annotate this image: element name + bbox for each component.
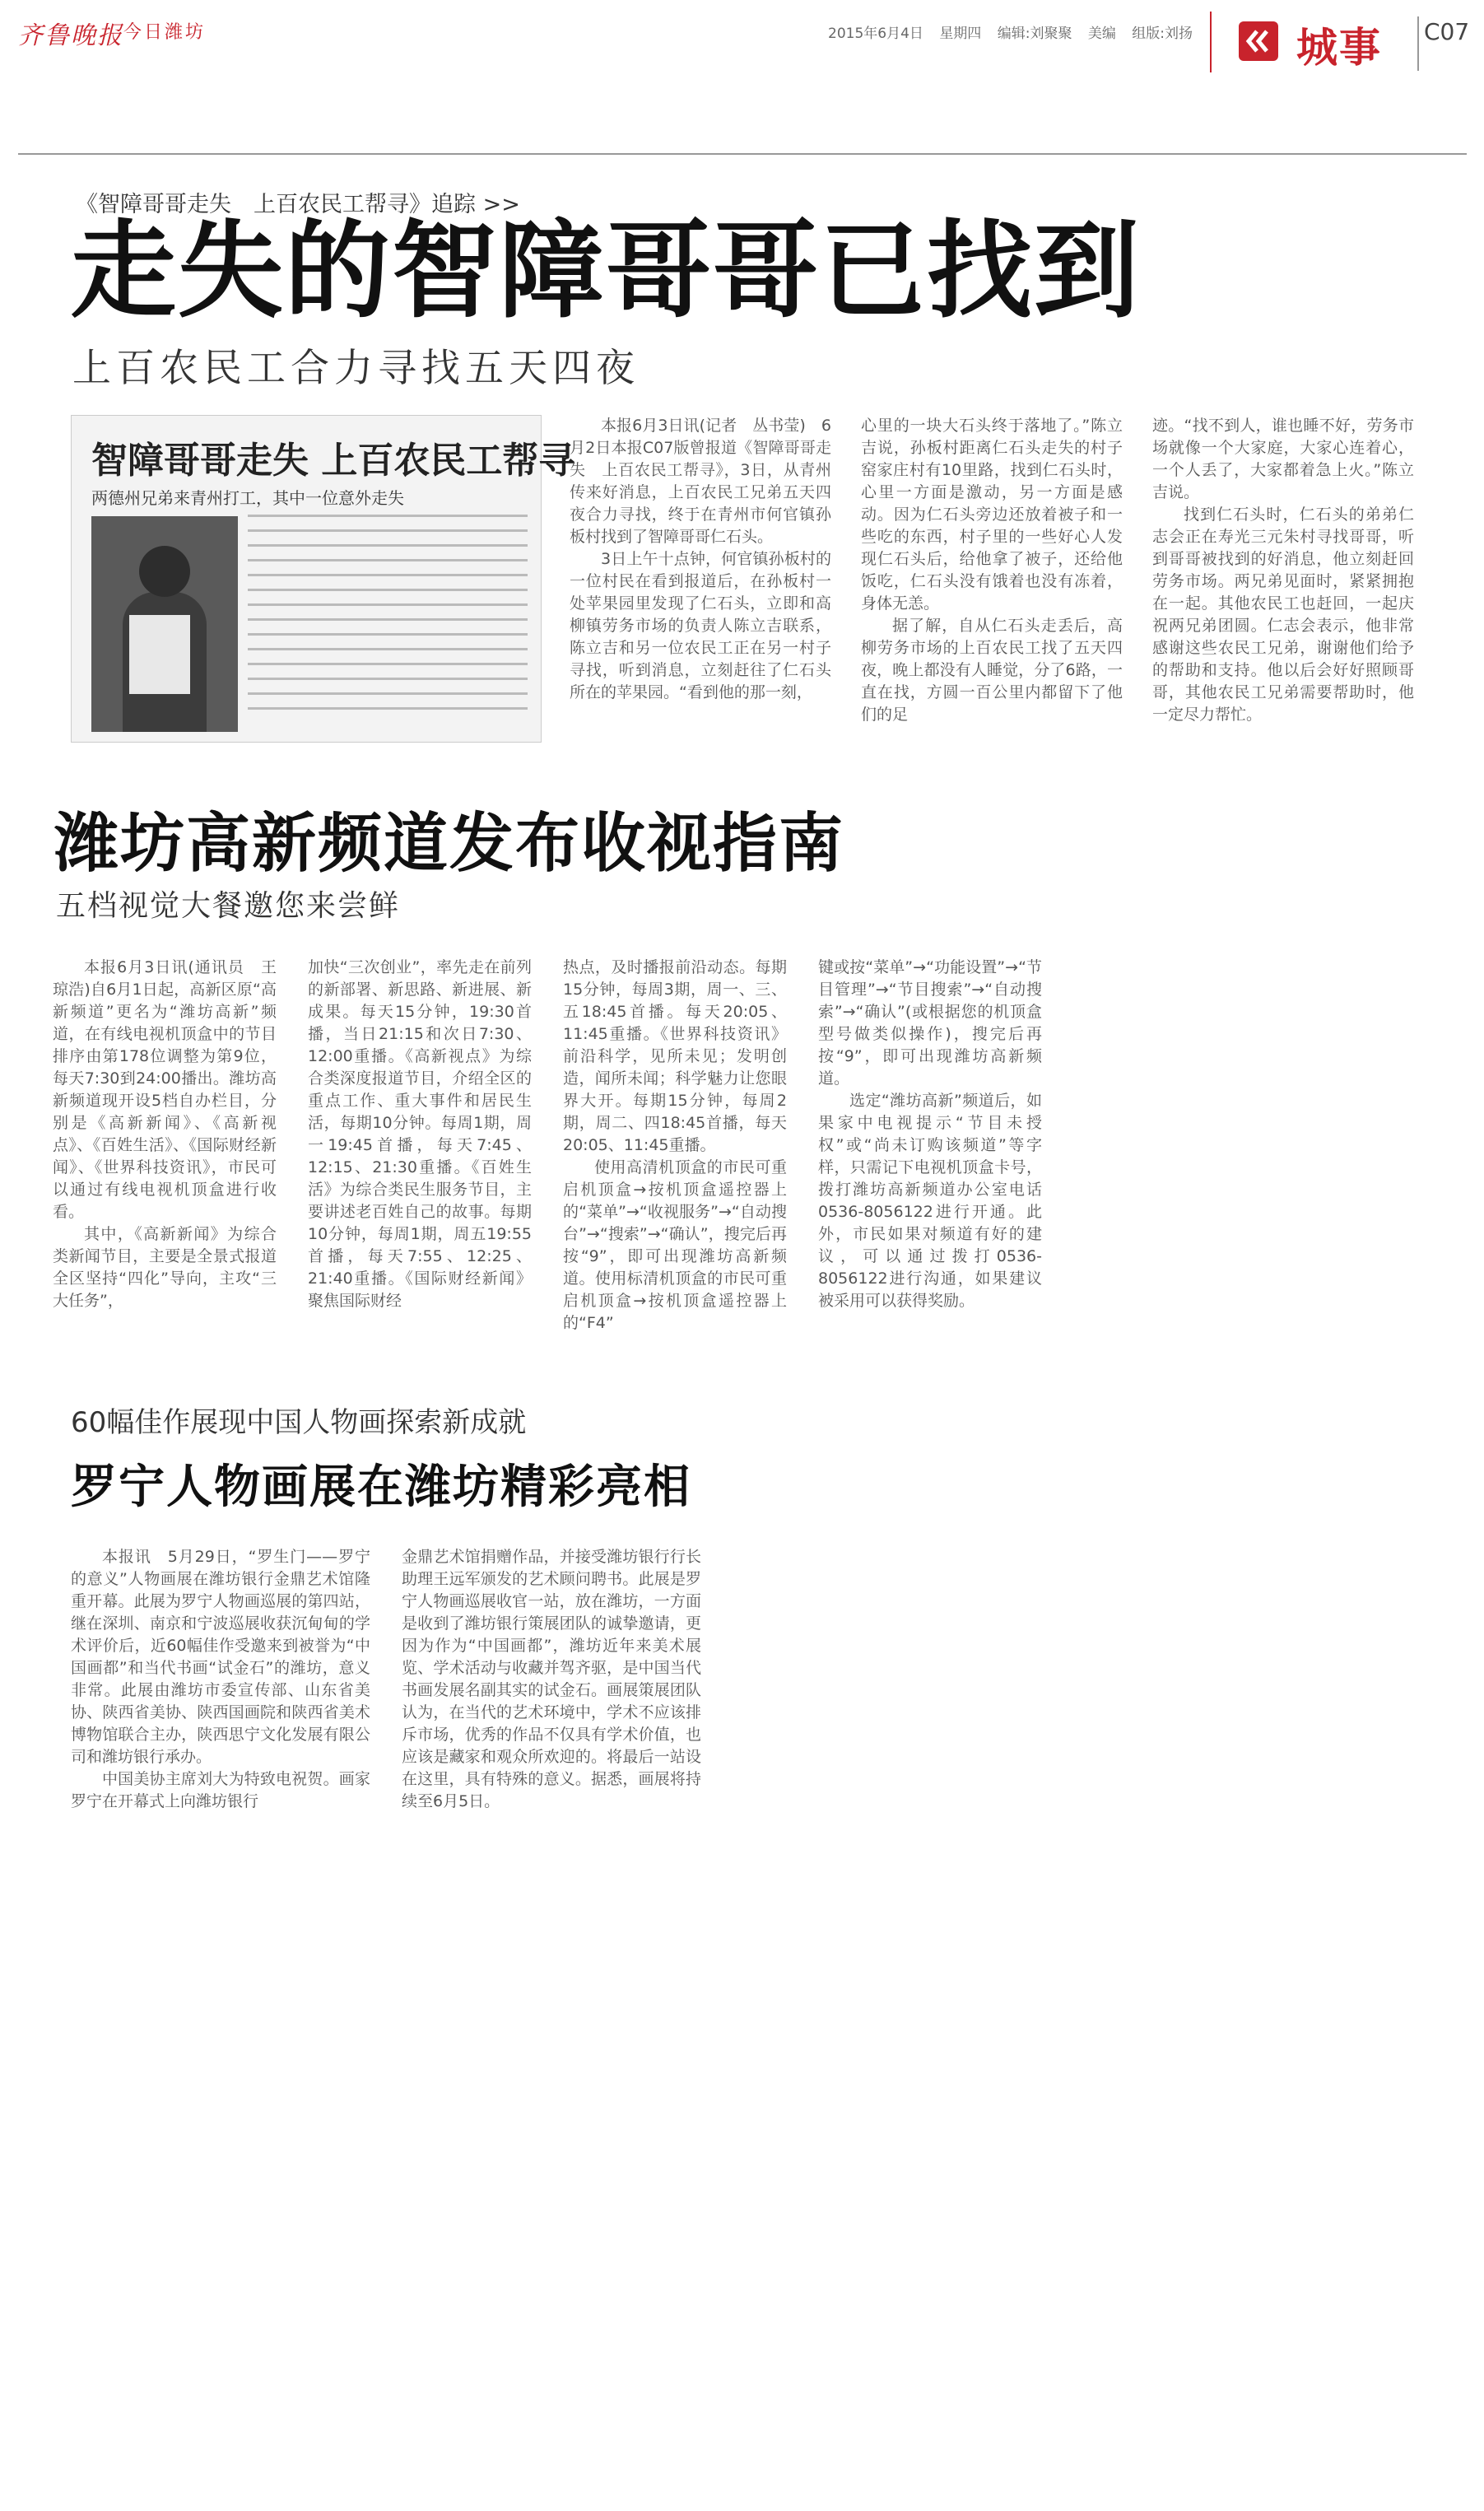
paragraph: 使用高清机顶盒的市民可重启机顶盒→按机顶盒遥控器上的“菜单”→“收视服务”→“自动搜台”→“搜索”→“确认”，搜完后再按“9”，即可出现潍坊高新频道。使用标清机顶盒的市民可重启机顶盒→按机顶盒遥控器上的“F4”: [563, 1158, 787, 1332]
issue-layout: 组版:刘扬: [1132, 26, 1193, 42]
issue-editor: 编辑:刘聚聚: [997, 26, 1072, 42]
clipping-subhead: 两德州兄弟来青州打工，其中一位意外走失: [91, 488, 404, 508]
clipping-headline: 智障哥哥走失 上百农民工帮寻: [91, 440, 575, 482]
masthead-logo: 齐鲁晚报: [18, 21, 123, 50]
paragraph: 选定“潍坊高新”频道后，如果家中电视提示“节目未授权”或“尚未订购该频道”等字样，只需记下电视机顶盒卡号，拨打潍坊高新频道办公室电话0536-8056122进行开通。此外，市民如果对频道有好的建议，可以通过拨打0536-8056122进行沟通，如果建议被采用可以获得奖励。: [818, 1092, 1042, 1310]
article1-column-3: [1152, 415, 1414, 741]
paragraph: 本报6月3日讯(通讯员 王琼浩)自6月1日起，高新区原“高新频道”更名为“潍坊高新”频道，在有线电视机顶盒中的节目排序由第178位调整为第9位，每天7:30到24:00播出。潍坊高新频道现开设5档自办栏目，分别是《高新新闻》、《高新视点》、《百姓生活》、《国际财经新闻》、《世界科技资讯》，市民可以通过有线电视机顶盒进行收看。: [53, 958, 277, 1221]
clipping-photo: [91, 516, 238, 732]
article1-clipping: [71, 415, 575, 743]
paragraph: 其中，《高新新闻》为综合类新闻节目，主要是全景式报道全区坚持“四化”导向，主攻“三大任务”，: [53, 1225, 277, 1310]
paragraph: 迹。“找不到人，谁也睡不好，劳务市场就像一个大家庭，大家心连着心，一个人丢了，大家都着急上火。”陈立吉说。: [1152, 417, 1414, 501]
paragraph: 3日上午十点钟，何官镇孙板村的一位村民在看到报道后，在孙板村一处苹果园里发现了仁石头，立即和高柳镇劳务市场的负责人陈立吉联系，陈立吉和另一位农民工正在另一村子寻找，听到消息，立刻赶往了仁石头所在的苹果园。“看到他的那一刻，: [570, 550, 831, 701]
paragraph: 中国美协主席刘大为特致电祝贺。画家罗宁在开幕式上向潍坊银行: [71, 1770, 370, 1810]
article1-column-1: [570, 415, 831, 741]
article2-column-4: [818, 957, 1042, 1350]
article2-subhead: 五档视觉大餐邀您来尝鲜: [56, 889, 401, 923]
article2-headline: 潍坊高新频道发布收视指南: [54, 807, 845, 881]
article3-column-1: [71, 1546, 370, 1859]
article3-headline: 罗宁人物画展在潍坊精彩亮相: [71, 1460, 691, 1514]
paragraph: 本报讯 5月29日，“罗生门——罗宁的意义”人物画展在潍坊银行金鼎艺术馆隆重开幕。此展为罗宁人物画巡展的第四站，继在深圳、南京和宁波巡展收获沉甸甸的学术评价后，近60幅佳作受邀来到被誉为“中国画都”和当代书画“试金石”的潍坊，意义非常。此展由潍坊市委宣传部、山东省美协、陕西省美协、陕西国画院和陕西省美术博物馆联合主办，陕西思宁文化发展有限公司和潍坊银行承办。: [71, 1548, 370, 1766]
paragraph: 键或按“菜单”→“功能设置”→“节目管理”→“节目搜索”→“自动搜索”→“确认”(或根据您的机顶盒型号做类似操作)，搜完后再按“9”，即可出现潍坊高新频道。: [818, 958, 1042, 1088]
section-arrow-icon: [1239, 21, 1278, 61]
paragraph: 心里的一块大石头终于落地了。”陈立吉说，孙板村距离仁石头走失的村子窑家庄村有10里路，找到仁石头时，心里一方面是激动，另一方面是感动。因为仁石头旁边还放着被子和一些吃的东西，村子里的一些好心人发现仁石头后，给他拿了被子，还给他饭吃，仁石头没有饿着也没有冻着，身体无恙。: [861, 417, 1123, 613]
issue-designer: 美编: [1087, 26, 1116, 42]
paragraph: 加快“三次创业”，率先走在前列的新部署、新思路、新进展、新成果。每天15分钟，19:30首播，当日21:15和次日7:30、12:00重播。《高新视点》为综合类深度报道节目，介绍全区的重点工作、重大事件和居民生活，每期10分钟。每周1期，周一19:45首播，每天7:45、12:15、21:30重播。《百姓生活》为综合类民生服务节目，主要讲述老百姓自己的故事。每期10分钟，每周1期，周五19:55首播，每天7:55、12:25、21:40重播。《国际财经新闻》聚焦国际财经: [308, 958, 532, 1310]
header-divider: [1210, 12, 1212, 72]
paragraph: 找到仁石头时，仁石头的弟弟仁志会正在寿光三元朱村寻找哥哥，听到哥哥被找到的好消息，他立刻赶回劳务市场。两兄弟见面时，紧紧拥抱在一起。其他农民工也赶回，一起庆祝两兄弟团圆。仁志会表示，他非常感谢这些农民工兄弟，谢谢他们给予的帮助和支持。他以后会好好照顾哥哥，其他农民工兄弟需要帮助时，他一定尽力帮忙。: [1152, 505, 1414, 724]
paragraph: 金鼎艺术馆捐赠作品，并接受潍坊银行行长助理王远军颁发的艺术顾问聘书。此展是罗宁人物画巡展收官一站，放在潍坊，一方面是收到了潍坊银行策展团队的诚挚邀请，更因为作为“中国画都”，潍坊近年来美术展览、学术活动与收藏并驾齐驱，是中国当代书画发展名副其实的试金石。画展策展团队认为，在当代的艺术环境中，学术不应该排斥市场，优秀的作品不仅具有学术价值，也应该是藏家和观众所欢迎的。将最后一站设在这里，具有特殊的意义。据悉，画展将持续至6月5日。: [402, 1548, 701, 1810]
issue-date: 2015年6月4日: [828, 26, 923, 42]
article3-column-2: [402, 1546, 701, 1859]
paragraph: 热点，及时播报前沿动态。每期15分钟，每周3期，周一、三、五18:45首播。每天20:05、11:45重播。《世界科技资讯》前沿科学，见所未见；发明创造，闻所未闻；科学魅力让您眼界大开。每期15分钟，每周2期，周二、四18:45首播，每天20:05、11:45重播。: [563, 958, 787, 1154]
masthead-subtitle: 今日潍坊: [123, 22, 207, 43]
issue-weekday: 星期四: [939, 26, 982, 42]
paragraph: 据了解，自从仁石头走丢后，高柳劳务市场的上百农民工找了五天四夜，晚上都没有人睡觉，分了6路，一直在找，方圆一百公里内都留下了他们的足: [861, 617, 1123, 724]
photo-notice-paper: [129, 615, 190, 694]
article1-headline: 走失的智障哥哥已找到: [71, 210, 1142, 333]
header-rule: [18, 153, 1467, 155]
article2-column-2: [308, 957, 532, 1350]
page-number: C07: [1424, 18, 1470, 45]
page-divider: [1417, 16, 1419, 71]
article3-kicker: 60幅佳作展现中国人物画探索新成就: [71, 1406, 527, 1439]
article1-column-2: [861, 415, 1123, 741]
section-name: 城事: [1296, 24, 1382, 72]
paragraph: 本报6月3日讯(记者 丛书莹) 6月2日本报C07版曾报道《智障哥哥走失 上百农民工帮寻》，3日，从青州传来好消息，上百农民工兄弟五天四夜合力寻找，终于在青州市何官镇孙板村找到了智障哥哥仁石头。: [570, 417, 831, 546]
article2-column-3: [563, 957, 787, 1350]
photo-head: [139, 546, 190, 597]
article1-kicker: 《智障哥哥走失 上百农民工帮寻》追踪 >>: [76, 192, 520, 217]
article2-column-1: [53, 957, 277, 1350]
clipping-text-block: [248, 515, 528, 730]
article1-subhead: 上百农民工合力寻找五天四夜: [72, 346, 640, 391]
issue-info: [828, 21, 1204, 42]
